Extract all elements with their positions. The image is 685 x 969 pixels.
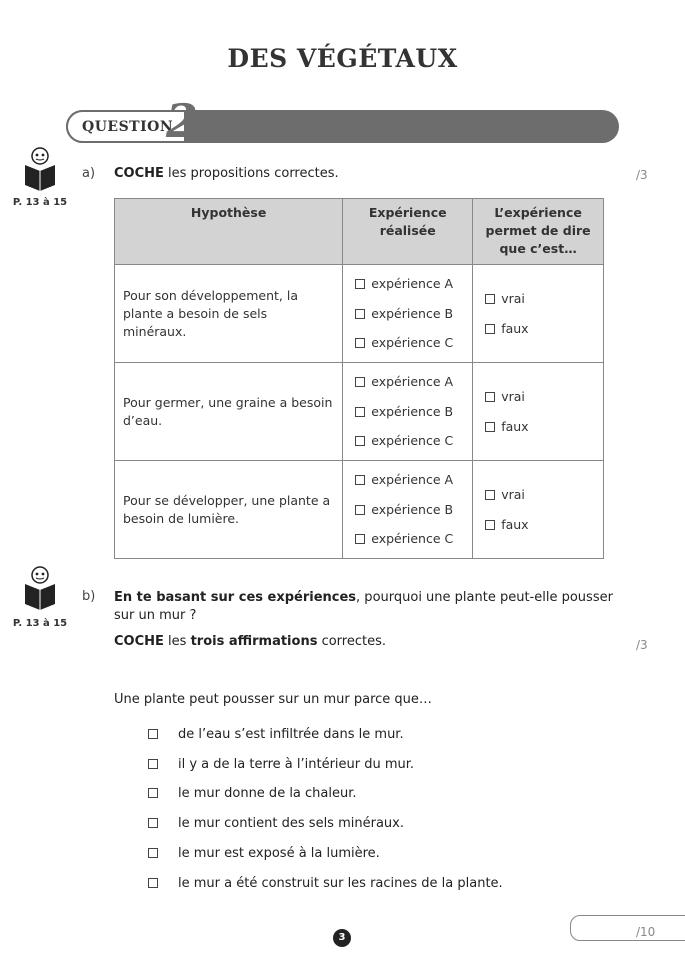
checkbox[interactable] bbox=[148, 759, 158, 769]
instruction-text: les bbox=[163, 634, 191, 649]
answer-choice[interactable] bbox=[148, 786, 357, 801]
checkbox[interactable] bbox=[485, 294, 495, 304]
option-vrai[interactable] bbox=[485, 382, 591, 412]
option-experience-b[interactable] bbox=[355, 495, 460, 525]
checkbox[interactable] bbox=[355, 475, 365, 485]
option-experience-a[interactable] bbox=[355, 269, 460, 299]
checkbox[interactable] bbox=[485, 520, 495, 530]
checkbox[interactable] bbox=[355, 407, 365, 417]
part-b-intro: Une plante peut pousser sur un mur parce que… bbox=[114, 692, 432, 707]
instruction-bold-2: trois affirmations bbox=[190, 634, 318, 649]
page-title: DES VÉGÉTAUX bbox=[227, 44, 458, 73]
result-cell bbox=[473, 461, 604, 559]
checkbox[interactable] bbox=[355, 309, 365, 319]
option-label: expérience C bbox=[371, 531, 454, 547]
checkbox[interactable] bbox=[148, 848, 158, 858]
option-label: expérience B bbox=[371, 305, 454, 321]
option-faux[interactable] bbox=[485, 314, 591, 344]
checkbox[interactable] bbox=[148, 878, 158, 888]
option-experience-c[interactable] bbox=[355, 328, 460, 358]
header-experience: Expérience réalisée bbox=[343, 199, 473, 265]
choice-label: de l’eau s’est infiltrée dans le mur. bbox=[178, 727, 404, 742]
option-experience-c[interactable] bbox=[355, 524, 460, 554]
option-label: faux bbox=[501, 418, 529, 434]
experience-cell bbox=[343, 363, 473, 461]
choice-label: il y a de la terre à l’intérieur du mur. bbox=[178, 757, 415, 772]
question-bold: En te basant sur ces expériences bbox=[114, 590, 357, 605]
option-label: faux bbox=[501, 516, 529, 532]
table-row bbox=[115, 461, 604, 559]
checkbox[interactable] bbox=[355, 338, 365, 348]
checkbox[interactable] bbox=[355, 505, 365, 515]
option-label: expérience C bbox=[371, 335, 454, 351]
table-header-row bbox=[115, 199, 604, 265]
option-label: faux bbox=[501, 320, 529, 336]
option-label: expérience C bbox=[371, 433, 454, 449]
checkbox[interactable] bbox=[148, 818, 158, 828]
option-label: vrai bbox=[501, 487, 525, 502]
answer-choice[interactable] bbox=[148, 846, 380, 861]
answer-choice[interactable] bbox=[148, 816, 404, 831]
option-label: expérience B bbox=[371, 403, 454, 419]
instruction-text-2: correctes. bbox=[317, 634, 386, 649]
page-number: 3 bbox=[333, 929, 351, 947]
checkbox[interactable] bbox=[148, 729, 158, 739]
question-number: 2 bbox=[166, 94, 199, 148]
option-vrai[interactable] bbox=[485, 480, 591, 510]
answer-choice[interactable] bbox=[148, 876, 503, 891]
page-reference: P. 13 à 15 bbox=[12, 618, 68, 629]
instruction-bold: COCHE bbox=[114, 166, 164, 181]
checkbox[interactable] bbox=[485, 392, 495, 402]
table-row bbox=[115, 363, 604, 461]
option-label: expérience B bbox=[371, 501, 454, 517]
reader-mascot-icon bbox=[23, 147, 57, 191]
option-experience-a[interactable] bbox=[355, 367, 460, 397]
option-experience-a[interactable] bbox=[355, 465, 460, 495]
hypothesis-cell: Pour son développement, la plante a besoin de sels minéraux. bbox=[115, 265, 343, 363]
checkbox[interactable] bbox=[148, 788, 158, 798]
choice-label: le mur donne de la chaleur. bbox=[178, 786, 357, 801]
part-a-instruction bbox=[114, 166, 339, 181]
part-a-score: /3 bbox=[636, 168, 648, 182]
instruction-bold: COCHE bbox=[114, 634, 164, 649]
experience-cell bbox=[343, 265, 473, 363]
header-result: L’expérience permet de dire que c’est… bbox=[473, 199, 604, 265]
part-a-letter: a) bbox=[82, 166, 96, 181]
header-hypothesis: Hypothèse bbox=[115, 199, 343, 265]
hypothesis-table bbox=[114, 198, 604, 559]
hypothesis-cell: Pour se développer, une plante a besoin de lumière. bbox=[115, 461, 343, 559]
option-label: expérience A bbox=[371, 472, 454, 488]
experience-cell bbox=[343, 461, 473, 559]
option-experience-b[interactable] bbox=[355, 299, 460, 329]
result-cell bbox=[473, 265, 604, 363]
hypothesis-cell: Pour germer, une graine a besoin d’eau. bbox=[115, 363, 343, 461]
answer-choice[interactable] bbox=[148, 727, 404, 742]
choice-label: le mur a été construit sur les racines de la plante. bbox=[178, 876, 503, 891]
option-vrai[interactable] bbox=[485, 284, 591, 314]
part-b-score: /3 bbox=[636, 638, 648, 652]
instruction-text: les propositions correctes. bbox=[163, 166, 339, 181]
checkbox[interactable] bbox=[355, 436, 365, 446]
question-label: QUESTION bbox=[82, 119, 174, 135]
checkbox[interactable] bbox=[485, 490, 495, 500]
checkbox[interactable] bbox=[355, 279, 365, 289]
answer-choice[interactable] bbox=[148, 757, 414, 772]
checkbox[interactable] bbox=[355, 377, 365, 387]
option-label: expérience A bbox=[371, 276, 454, 292]
checkbox[interactable] bbox=[485, 422, 495, 432]
option-label: expérience A bbox=[371, 374, 454, 390]
option-experience-b[interactable] bbox=[355, 397, 460, 427]
option-faux[interactable] bbox=[485, 510, 591, 540]
checkbox[interactable] bbox=[485, 324, 495, 334]
reader-mascot-icon bbox=[23, 566, 57, 610]
option-label: vrai bbox=[501, 389, 525, 404]
total-score-box bbox=[570, 915, 685, 941]
choice-label: le mur contient des sels minéraux. bbox=[178, 816, 404, 831]
option-label: vrai bbox=[501, 291, 525, 306]
choice-label: le mur est exposé à la lumière. bbox=[178, 846, 380, 861]
part-b-instruction bbox=[114, 634, 386, 649]
question-text: , pourquoi une plante peut-elle pousser sur un mur ? bbox=[114, 590, 613, 623]
option-experience-c[interactable] bbox=[355, 426, 460, 456]
result-cell bbox=[473, 363, 604, 461]
total-score: /10 bbox=[636, 925, 656, 939]
part-b-question bbox=[114, 589, 614, 625]
page-reference: P. 13 à 15 bbox=[12, 197, 68, 208]
table-row bbox=[115, 265, 604, 363]
option-faux[interactable] bbox=[485, 412, 591, 442]
part-b-letter: b) bbox=[82, 589, 96, 604]
checkbox[interactable] bbox=[355, 534, 365, 544]
